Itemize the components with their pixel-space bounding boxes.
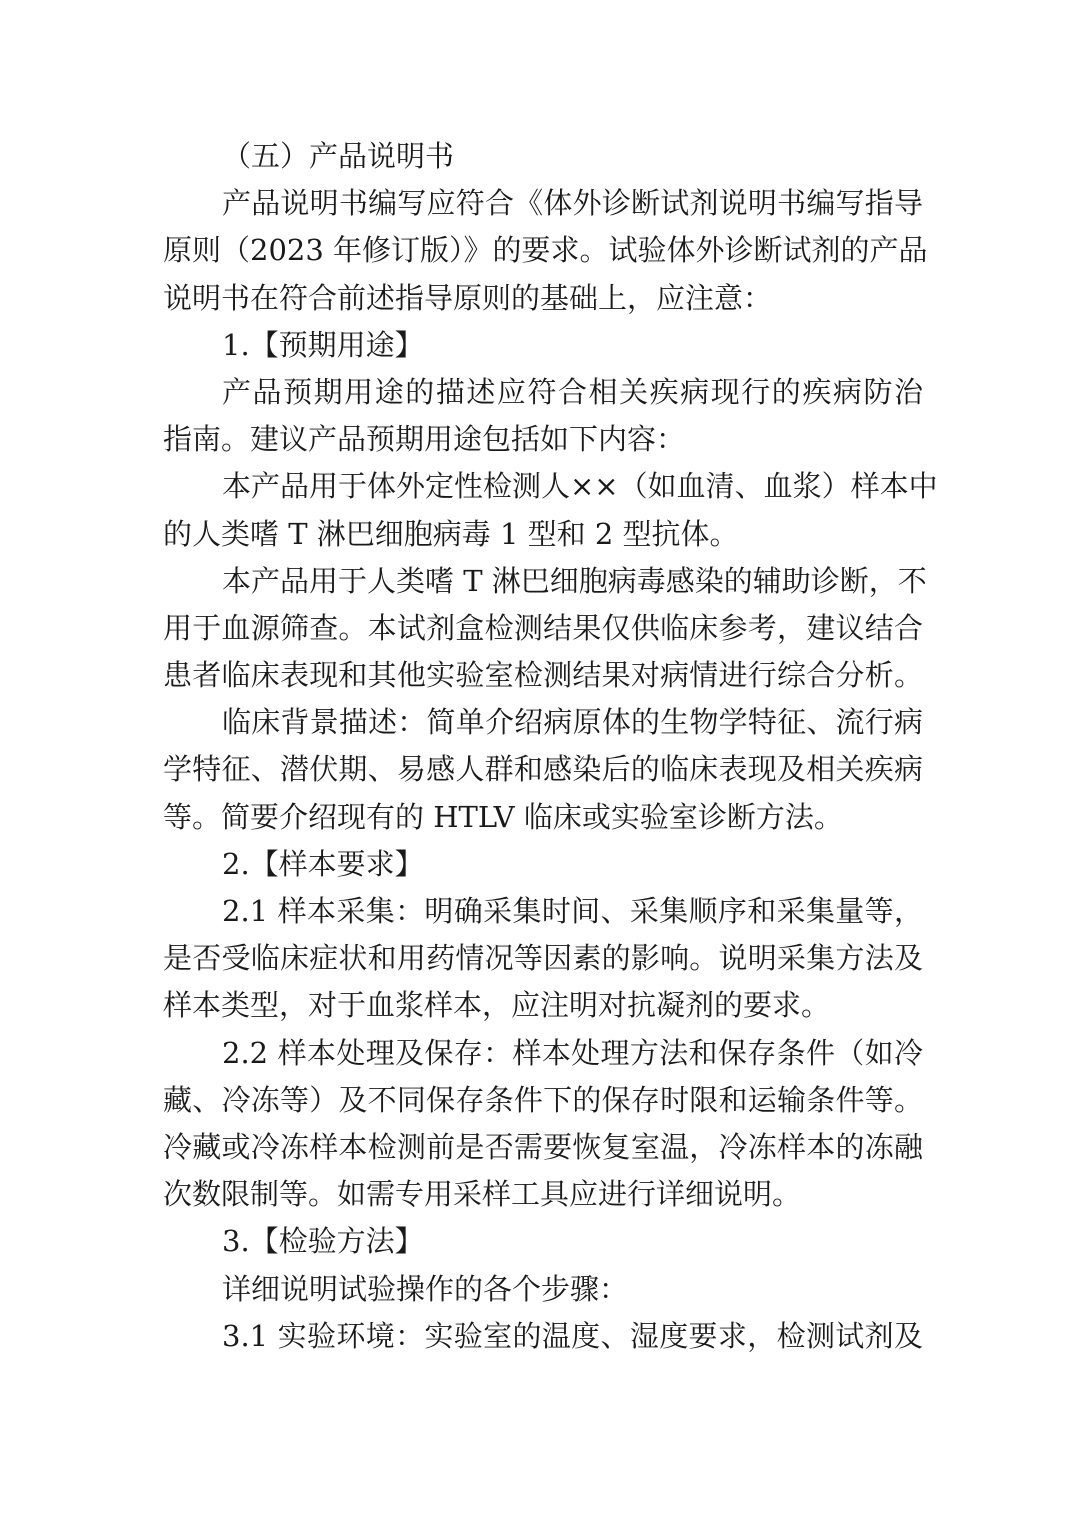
document-body — [163, 133, 938, 1360]
paragraph-line: 患者临床表现和其他实验室检测结果对病情进行综合分析。 — [163, 658, 923, 693]
paragraph-line: 学特征、潜伏期、易感人群和感染后的临床表现及相关疾病 — [163, 752, 923, 787]
paragraph-line: 样本类型，对于血浆样本，应注明对抗凝剂的要求。 — [163, 988, 831, 1023]
paragraph-line: 原则（2023 年修订版）》的要求。试验体外诊断试剂的产品 — [163, 233, 928, 268]
paragraph-line: 说明书在符合前述指导原则的基础上，应注意： — [163, 280, 773, 315]
paragraph-line: 藏、冷冻等）及不同保存条件下的保存时限和运输条件等。 — [163, 1082, 923, 1117]
paragraph-line: 本产品用于体外定性检测人××（如血清、血浆）样本中 — [222, 469, 938, 504]
paragraph-line: 本产品用于人类嗜 T 淋巴细胞病毒感染的辅助诊断，不 — [222, 563, 927, 598]
paragraph-line: 用于血源筛查。本试剂盒检测结果仅供临床参考，建议结合 — [163, 610, 923, 645]
paragraph-line: 次数限制等。如需专用采样工具应进行详细说明。 — [163, 1177, 802, 1212]
paragraph-line: 产品说明书编写应符合《体外诊断试剂说明书编写指导 — [222, 186, 923, 221]
paragraph-line: 详细说明试验操作的各个步骤： — [222, 1271, 629, 1306]
subheading-sample-requirements: 2.【样本要求】 — [222, 846, 424, 881]
paragraph-line: 2.2 样本处理及保存：样本处理方法和保存条件（如冷 — [222, 1035, 923, 1070]
section-heading-product-manual: （五）产品说明书 — [222, 139, 455, 173]
paragraph-line: 等。简要介绍现有的 HTLV 临床或实验室诊断方法。 — [163, 799, 843, 834]
subheading-test-method: 3.【检验方法】 — [222, 1224, 424, 1259]
paragraph-line: 冷藏或冷冻样本检测前是否需要恢复室温，冷冻样本的冻融 — [163, 1129, 923, 1164]
paragraph-line: 的人类嗜 T 淋巴细胞病毒 1 型和 2 型抗体。 — [163, 516, 739, 551]
paragraph-line: 2.1 样本采集：明确采集时间、采集顺序和采集量等， — [222, 894, 923, 928]
paragraph-line: 3.1 实验环境：实验室的温度、湿度要求，检测试剂及 — [222, 1318, 923, 1353]
paragraph-line: 是否受临床症状和用药情况等因素的影响。说明采集方法及 — [163, 941, 923, 976]
paragraph-line: 指南。建议产品预期用途包括如下内容： — [163, 422, 686, 457]
subheading-intended-use: 1.【预期用途】 — [222, 327, 424, 362]
paragraph-line: 临床背景描述：简单介绍病原体的生物学特征、流行病 — [222, 705, 923, 740]
paragraph-line: 产品预期用途的描述应符合相关疾病现行的疾病防治 — [222, 374, 923, 409]
